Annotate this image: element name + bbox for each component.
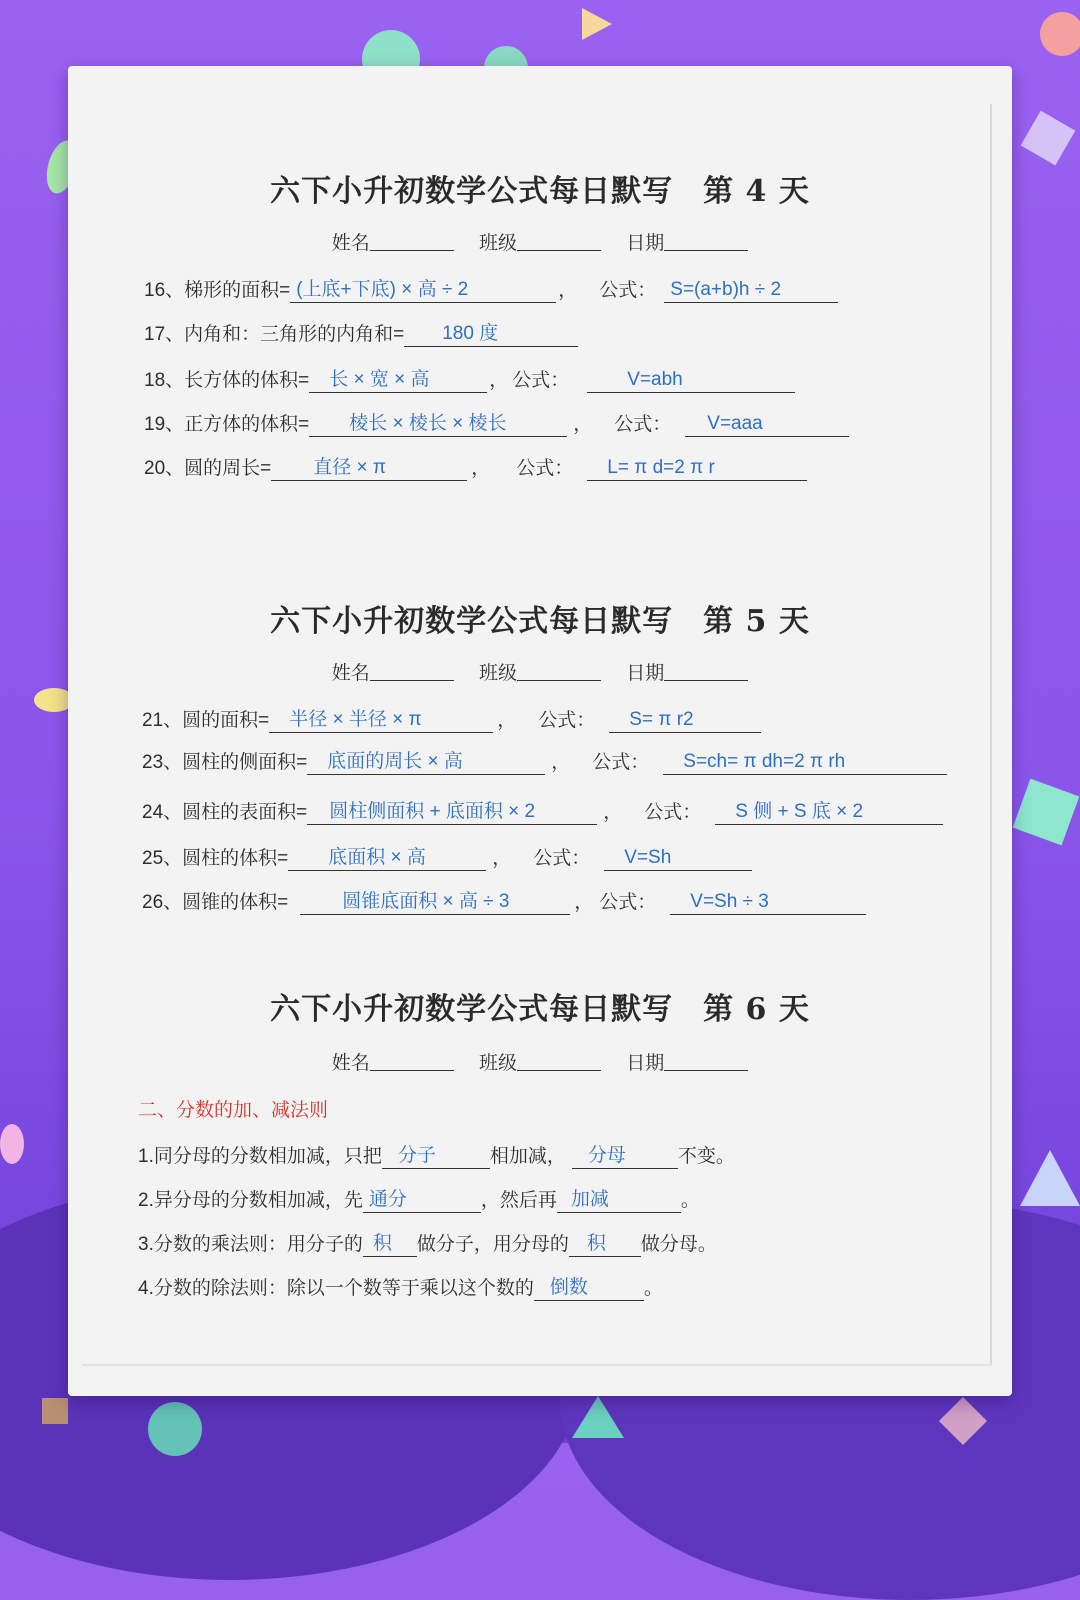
separator: ， <box>489 370 509 391</box>
question-row <box>142 846 752 872</box>
formula-label: 公式： <box>516 458 574 479</box>
question-row <box>142 708 761 734</box>
separator: ， <box>573 414 593 435</box>
rule-row <box>138 1232 717 1258</box>
deco-square-tan <box>42 1398 68 1424</box>
date-field[interactable] <box>626 1048 748 1075</box>
name-label: 姓名 <box>331 233 370 254</box>
question-row <box>142 800 943 826</box>
question-text: 18、长方体的体积= <box>144 370 310 391</box>
section-title-day4 <box>68 166 1012 210</box>
student-info-day4 <box>68 228 1012 255</box>
name-label: 姓名 <box>331 663 370 684</box>
separator: ， <box>574 892 594 913</box>
formula-label: 公式： <box>599 280 657 301</box>
class-label: 班级 <box>478 663 517 684</box>
date-blank[interactable] <box>664 1052 748 1071</box>
formula-label: 公式： <box>538 710 596 731</box>
question-row <box>142 750 947 776</box>
rule-text: 2.异分母的分数相加减，先 <box>138 1190 363 1211</box>
deco-circle-pink2 <box>0 1124 24 1164</box>
date-field[interactable] <box>626 658 748 685</box>
question-row <box>144 456 807 482</box>
deco-triangle-teal <box>572 1396 624 1438</box>
question-text: 21、圆的面积= <box>142 710 270 731</box>
answer-blank[interactable]: 底面的周长 × 高 <box>307 750 545 775</box>
answer-blank[interactable]: 棱长 × 棱长 × 棱长 <box>309 412 567 437</box>
title-day: 第 5 天 <box>703 604 810 639</box>
formula-label: 公式： <box>644 802 702 823</box>
rule-row <box>138 1276 663 1302</box>
name-field[interactable] <box>332 658 454 685</box>
name-blank[interactable] <box>370 1052 454 1071</box>
separator: ， <box>497 710 517 731</box>
worksheet-paper <box>68 66 1012 1396</box>
date-label: 日期 <box>626 1053 665 1074</box>
date-field[interactable] <box>626 228 748 255</box>
class-field[interactable] <box>479 658 601 685</box>
question-text: 17、内角和：三角形的内角和= <box>144 324 405 345</box>
answer-blank[interactable]: 分子 <box>382 1144 490 1169</box>
answer-blank[interactable]: 圆锥底面积 × 高 ÷ 3 <box>300 890 570 915</box>
answer-blank[interactable]: 加减 <box>557 1188 681 1213</box>
formula-label: 公式： <box>533 848 591 869</box>
question-text: 16、梯形的面积= <box>144 280 291 301</box>
answer-blank[interactable]: 长 × 宽 × 高 <box>309 368 487 393</box>
separator: ， <box>551 752 571 773</box>
separator: ， <box>558 280 578 301</box>
answer-blank[interactable]: 通分 <box>363 1188 481 1213</box>
rule-text: 做分子，用分母的 <box>416 1234 569 1255</box>
formula-blank[interactable]: S=(a+b)h ÷ 2 <box>664 278 838 303</box>
question-text: 19、正方体的体积= <box>144 414 310 435</box>
rule-text: 3.分数的乘法则：用分子的 <box>138 1234 363 1255</box>
student-info-day6 <box>68 1048 1012 1075</box>
answer-blank[interactable]: 分母 <box>572 1144 678 1169</box>
answer-blank[interactable]: 积 <box>363 1232 417 1257</box>
question-row <box>144 278 838 304</box>
formula-blank[interactable]: S 侧 + S 底 × 2 <box>715 800 943 825</box>
formula-blank[interactable]: S=ch= π dh=2 π rh <box>663 750 947 775</box>
date-label: 日期 <box>626 233 665 254</box>
date-label: 日期 <box>626 663 665 684</box>
title-day: 第 4 天 <box>703 174 810 209</box>
answer-blank[interactable]: 积 <box>569 1232 641 1257</box>
separator: ， <box>471 458 491 479</box>
question-text: 20、圆的周长= <box>144 458 272 479</box>
formula-blank[interactable]: V=Sh ÷ 3 <box>670 890 866 915</box>
rule-text: 不变。 <box>677 1146 735 1167</box>
deco-circle-pink <box>1040 12 1080 56</box>
formula-blank[interactable]: V=aaa <box>685 412 849 437</box>
name-blank[interactable] <box>370 232 454 251</box>
date-blank[interactable] <box>664 662 748 681</box>
separator: ， <box>603 802 623 823</box>
rule-text: 相加减， <box>489 1146 566 1167</box>
question-text: 25、圆柱的体积= <box>142 848 289 869</box>
rule-text: ，然后再 <box>480 1190 557 1211</box>
question-row <box>144 368 795 394</box>
section-title-day6 <box>68 984 1012 1028</box>
formula-blank[interactable]: V=Sh <box>604 846 752 871</box>
answer-blank[interactable]: 倒数 <box>534 1276 644 1301</box>
formula-label: 公式： <box>614 414 672 435</box>
question-row <box>144 322 578 348</box>
class-blank[interactable] <box>517 232 601 251</box>
deco-circle-teal2 <box>148 1402 202 1456</box>
class-field[interactable] <box>479 228 601 255</box>
rule-text: 。 <box>643 1278 663 1299</box>
section-title-day5 <box>68 596 1012 640</box>
title-text: 六下小升初数学公式每日默写 <box>270 992 674 1027</box>
formula-blank[interactable]: S= π r2 <box>609 708 761 733</box>
title-text: 六下小升初数学公式每日默写 <box>270 174 674 209</box>
question-text: 26、圆锥的体积= <box>142 892 289 913</box>
deco-triangle-yellow <box>582 8 612 40</box>
class-blank[interactable] <box>517 662 601 681</box>
question-text: 24、圆柱的表面积= <box>142 802 308 823</box>
rule-text: 4.分数的除法则：除以一个数等于乘以这个数的 <box>138 1278 534 1299</box>
class-blank[interactable] <box>517 1052 601 1071</box>
title-day: 第 6 天 <box>703 992 810 1027</box>
answer-blank[interactable]: 底面积 × 高 <box>288 846 486 871</box>
name-field[interactable] <box>332 228 454 255</box>
formula-label: 公式： <box>592 752 650 773</box>
date-blank[interactable] <box>664 232 748 251</box>
name-blank[interactable] <box>370 662 454 681</box>
answer-blank[interactable]: (上底+下底) × 高 ÷ 2 <box>290 278 556 303</box>
rule-row <box>138 1144 735 1170</box>
class-label: 班级 <box>478 1053 517 1074</box>
question-row <box>142 890 866 916</box>
name-field[interactable] <box>332 1048 454 1075</box>
title-text: 六下小升初数学公式每日默写 <box>270 604 674 639</box>
separator: ， <box>492 848 512 869</box>
class-field[interactable] <box>479 1048 601 1075</box>
rule-row <box>138 1188 700 1214</box>
rule-text: 1.同分母的分数相加减，只把 <box>138 1146 382 1167</box>
question-row <box>144 412 849 438</box>
formula-blank[interactable]: V=abh <box>587 368 795 393</box>
section-heading: 二、分数的加、减法则 <box>138 1100 329 1121</box>
deco-square-yellow <box>1013 779 1080 846</box>
answer-blank[interactable]: 180 度 <box>404 322 578 347</box>
name-label: 姓名 <box>331 1053 370 1074</box>
student-info-day5 <box>68 658 1012 685</box>
answer-blank[interactable]: 圆柱侧面积 + 底面积 × 2 <box>307 800 597 825</box>
formula-label: 公式： <box>512 370 570 391</box>
rule-text: 。 <box>680 1190 700 1211</box>
question-text: 23、圆柱的侧面积= <box>142 752 308 773</box>
deco-triangle-lilac <box>1020 1150 1080 1206</box>
deco-diamond-lilac <box>1021 111 1076 166</box>
class-label: 班级 <box>478 233 517 254</box>
formula-label: 公式： <box>599 892 657 913</box>
formula-blank[interactable]: L= π d=2 π r <box>587 456 807 481</box>
answer-blank[interactable]: 直径 × π <box>271 456 467 481</box>
answer-blank[interactable]: 半径 × 半径 × π <box>269 708 493 733</box>
rule-text: 做分母。 <box>640 1234 717 1255</box>
